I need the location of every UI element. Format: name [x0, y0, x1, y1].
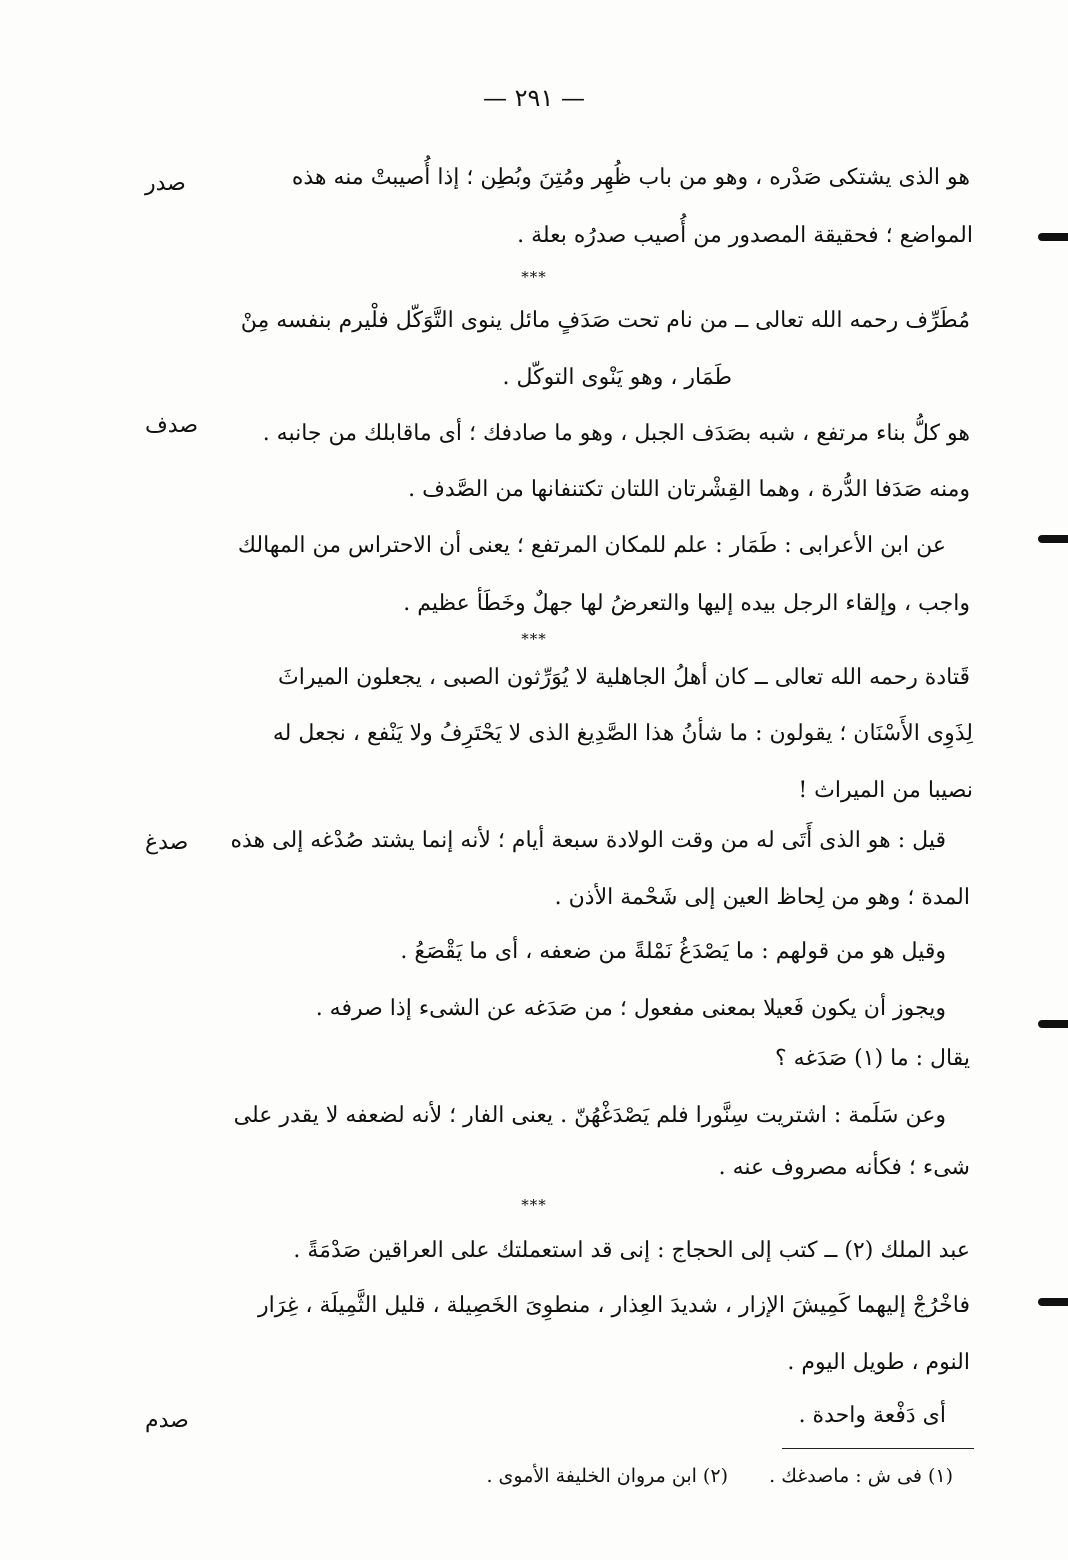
text-line: لِذَوِى الأَسْنَان ؛ يقولون : ما شأنُ هذا الصَّدِيغ الذى لا يَحْتَرِفُ ولا يَنْفع ، نجعل له [272, 721, 973, 746]
footnote-1: (١) فى ش : ماصدغك . [769, 1465, 953, 1487]
scan-edge-mark [1038, 233, 1068, 241]
text-line: عن ابن الأعرابى : طَمَار : علم للمكان المرتفع ؛ يعنى أن الاحتراس من المهالك [237, 533, 946, 558]
section-separator: *** [521, 268, 547, 286]
margin-word-sadaf: صدف [145, 413, 199, 438]
section-separator: *** [521, 1196, 547, 1214]
page-number: — ٢٩١ — [483, 84, 585, 112]
text-line: عبد الملك (٢) ــ كتب إلى الحجاج : إنى قد استعملتك على العراقين صَدْمَةً . [293, 1238, 970, 1263]
margin-word-sadr: صدر [145, 171, 186, 196]
text-line: المواضع ؛ فحقيقة المصدور من أُصيب صدرُه بعلة . [517, 223, 973, 248]
text-line: ومنه صَدَفا الدُّرة ، وهما القِشْرتان اللتان تكتنفانها من الصَّدف . [408, 477, 970, 502]
text-line: قَتادة رحمه الله تعالى ــ كان أهلُ الجاهلية لا يُوَرِّثون الصبى ، يجعلون الميراثَ [278, 665, 970, 690]
text-line: أى دَفْعة واحدة . [798, 1403, 946, 1428]
text-line: شىء ؛ فكأنه مصروف عنه . [718, 1155, 970, 1180]
margin-word-sadam: صدم [145, 1408, 189, 1433]
text-line: النوم ، طويل اليوم . [787, 1350, 970, 1375]
text-line: طَمَار ، وهو يَنْوى التوكّل . [502, 365, 732, 390]
text-line: واجب ، وإلقاء الرجل بيده إليها والتعرضُ لها جهلٌ وخَطَأ عظيم . [403, 591, 970, 616]
scan-edge-mark [1038, 535, 1068, 543]
text-line: وعن سَلَمة : اشتريت سِنَّورا فلم يَصْدَغْهُنّ . يعنى الفار ؛ لأنه لضعفه لا يقدر على [233, 1103, 946, 1128]
text-line: قيل : هو الذى أَتَى له من وقت الولادة سبعة أيام ؛ لأنه إنما يشتد صُدْغه إلى هذه [230, 828, 946, 853]
section-separator: *** [521, 630, 547, 648]
text-line: نصيبا من الميراث ! [798, 778, 973, 803]
text-line: وقيل هو من قولهم : ما يَصْدَغُ نَمْلةً من ضعفه ، أى ما يَقْصَعُ . [400, 939, 946, 964]
footnote-2: (٢) ابن مروان الخليفة الأموى . [486, 1465, 728, 1487]
text-line: فاخْرُجْ إليهما كَمِيشَ الإزار ، شديدَ العِذار ، منطوِىَ الخَصِيلة ، قليل الثَّمِيلَة ، غِرَار [258, 1293, 970, 1318]
text-line: هو كلُّ بناء مرتفع ، شبه بصَدَف الجبل ، وهو ما صادفك ؛ أى ماقابلك من جانبه . [262, 421, 970, 446]
footnote-divider [782, 1448, 974, 1449]
text-line: هو الذى يشتكى صَدْره ، وهو من باب ظُهِر ومُتِنَ وبُطِن ؛ إذا أُصيبتْ منه هذه [291, 165, 970, 190]
margin-word-sadagh: صدغ [145, 830, 189, 855]
text-line: ويجوز أن يكون فَعيلا بمعنى مفعول ؛ من صَدَغه عن الشىء إذا صرفه . [315, 996, 946, 1021]
text-line: يقال : ما (١) صَدَغه ؟ [774, 1046, 970, 1071]
text-line: المدة ؛ وهو من لِحاظ العين إلى شَحْمة الأذن . [554, 885, 970, 910]
scan-edge-mark [1038, 1020, 1068, 1028]
scan-edge-mark [1038, 1298, 1068, 1306]
text-line: مُطَرِّف رحمه الله تعالى ــ من نام تحت صَدَفٍ مائل ينوى التَّوَكّل فلْيرم بنفسه مِنْ [240, 308, 970, 333]
